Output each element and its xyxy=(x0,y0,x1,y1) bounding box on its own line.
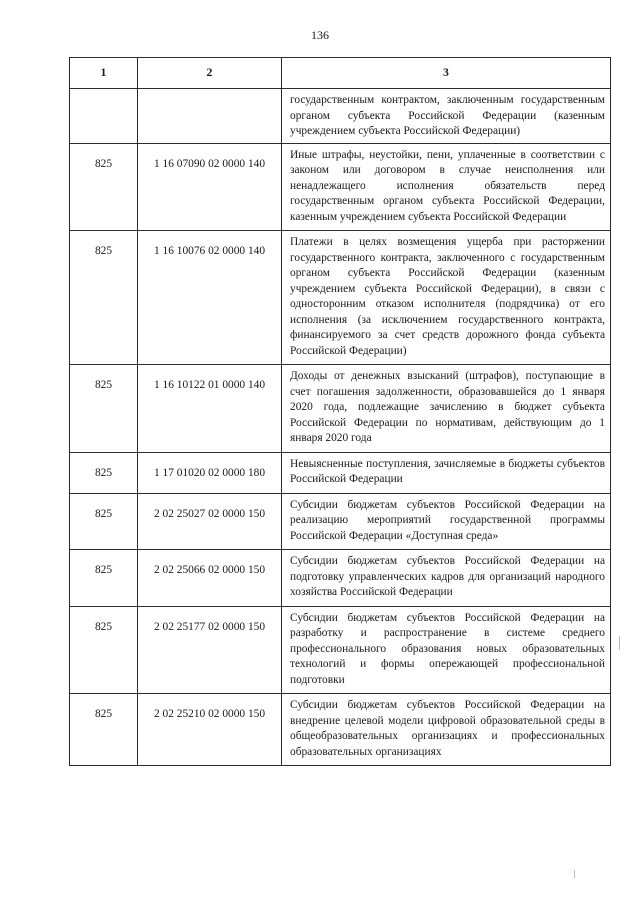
scan-artifact xyxy=(574,870,575,878)
table-row xyxy=(70,365,611,453)
description-cell: Платежи в целях возмещения ущерба при расторжении государственного контракта, заключенного с государственным органом субъекта Российской Федерации (казенным учреждением субъекта Российской Федерации), в связи с односторонним отказом исполнителя (подрядчика) от его исполнения (за исключением государственного контракта, финансируемого за счет средств дорожного фонда субъекта Российской Федерации) xyxy=(282,231,611,365)
admin-code-cell: 825 xyxy=(70,694,138,766)
description-cell: Субсидии бюджетам субъектов Российской Федерации на подготовку управленческих кадров для организаций народного хозяйства Российской Федерации xyxy=(282,550,611,607)
page-number: 136 xyxy=(311,28,329,42)
table-row xyxy=(70,493,611,550)
kbk-code-cell: 2 02 25027 02 0000 150 xyxy=(138,493,282,550)
kbk-code-cell: 1 16 07090 02 0000 140 xyxy=(138,143,282,231)
description-cell: Доходы от денежных взысканий (штрафов), поступающие в счет погашения задолженности, образовавшейся до 1 января 2020 года, подлежащие зачислению в бюджет субъекта Российской Федерации по нормативам, действующим до 1 января 2020 года xyxy=(282,365,611,453)
table-header-row xyxy=(70,58,611,89)
admin-code-cell xyxy=(70,89,138,144)
description-cell: Субсидии бюджетам субъектов Российской Федерации на внедрение целевой модели цифровой образовательной среды в общеобразовательных организациях и профессиональных образовательных организациях xyxy=(282,694,611,766)
kbk-code-cell: 1 16 10076 02 0000 140 xyxy=(138,231,282,365)
description-cell: Невыясненные поступления, зачисляемые в бюджеты субъектов Российской Федерации xyxy=(282,452,611,493)
admin-code-cell: 825 xyxy=(70,550,138,607)
column-header-2: 2 xyxy=(138,58,282,89)
admin-code-cell: 825 xyxy=(70,493,138,550)
admin-code-cell: 825 xyxy=(70,452,138,493)
table-row xyxy=(70,694,611,766)
kbk-code-cell xyxy=(138,89,282,144)
description-cell: государственным контрактом, заключенным государственным органом субъекта Российской Федерации (казенным учреждением субъекта Российской Федерации) xyxy=(282,89,611,144)
kbk-code-cell: 1 16 10122 01 0000 140 xyxy=(138,365,282,453)
description-cell: Субсидии бюджетам субъектов Российской Федерации на реализацию мероприятий государственной программы Российской Федерации «Доступная среда» xyxy=(282,493,611,550)
kbk-code-cell: 1 17 01020 02 0000 180 xyxy=(138,452,282,493)
table-row xyxy=(70,606,611,694)
description-cell: Иные штрафы, неустойки, пени, уплаченные в соответствии с законом или договором в случае неисполнения или ненадлежащего исполнения обязательств перед государственным органом субъекта Российской Федерации, казенным учреждением субъекта Российской Федерации xyxy=(282,143,611,231)
table-row xyxy=(70,452,611,493)
admin-code-cell: 825 xyxy=(70,231,138,365)
table-row xyxy=(70,231,611,365)
admin-code-cell: 825 xyxy=(70,606,138,694)
kbk-code-cell: 2 02 25177 02 0000 150 xyxy=(138,606,282,694)
scan-artifact xyxy=(619,636,620,650)
table-row xyxy=(70,143,611,231)
column-header-3: 3 xyxy=(282,58,611,89)
kbk-code-cell: 2 02 25066 02 0000 150 xyxy=(138,550,282,607)
admin-code-cell: 825 xyxy=(70,365,138,453)
admin-code-cell: 825 xyxy=(70,143,138,231)
kbk-code-cell: 2 02 25210 02 0000 150 xyxy=(138,694,282,766)
table-row xyxy=(70,550,611,607)
description-cell: Субсидии бюджетам субъектов Российской Федерации на разработку и распространение в системе среднего профессионального образования новых образовательных технологий и формы опережающей профессиональной подготовки xyxy=(282,606,611,694)
column-header-1: 1 xyxy=(70,58,138,89)
table-row xyxy=(70,89,611,144)
revenue-classification-table xyxy=(69,57,611,766)
